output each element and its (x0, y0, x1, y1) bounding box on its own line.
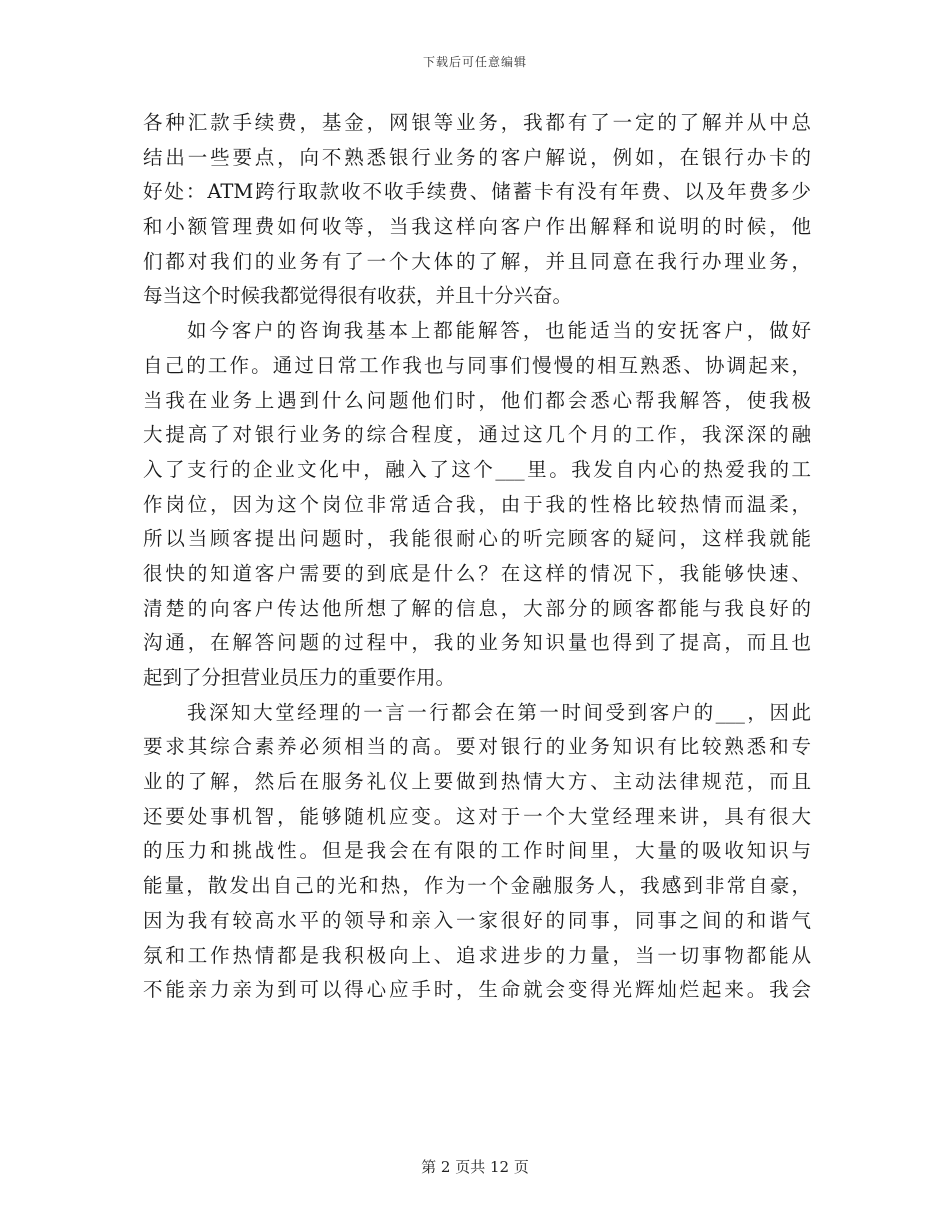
paragraph-2-line-5: 入了支行的企业文化中，融入了这个___里。我发自内心的热爱我的工 (143, 457, 811, 481)
paragraph-3-line-1: 我深知大堂经理的一言一行都会在第一时间受到客户的___，因此 (187, 700, 811, 724)
paragraph-3-line-3: 业的了解，然后在服务礼仪上要做到热情大方、主动法律规范，而且 (143, 770, 811, 794)
paragraph-2-line-7: 所以当顾客提出问题时，我能很耐心的听完顾客的疑问，这样我就能 (143, 527, 811, 551)
paragraph-1-line-3: 好处：ATM跨行取款收不收手续费、储蓄卡有没有年费、以及年费多少 (143, 180, 811, 204)
page-number-footer: 第 2 页共 12 页 (421, 1158, 529, 1176)
paragraph-2-line-4: 大提高了对银行业务的综合程度，通过这几个月的工作，我深深的融 (143, 423, 811, 447)
paragraph-3-line-4: 还要处事机智，能够随机应变。这对于一个大堂经理来讲，具有很大 (143, 804, 811, 828)
paragraph-1-line-2: 结出一些要点，向不熟悉银行业务的客户解说，例如，在银行办卡的 (143, 145, 811, 169)
paragraph-3-line-9: 不能亲力亲为到可以得心应手时，生命就会变得光辉灿烂起来。我会 (143, 978, 811, 1002)
paragraph-1-line-6: 每当这个时候我都觉得很有收获，并且十分兴奋。 (143, 284, 573, 308)
paragraph-1-line-5: 们都对我们的业务有了一个大体的了解，并且同意在我行办理业务， (143, 249, 811, 273)
paragraph-2-line-10: 沟通，在解答问题的过程中，我的业务知识量也得到了提高，而且也 (143, 631, 811, 655)
paragraph-2-line-11: 起到了分担营业员压力的重要作用。 (143, 666, 456, 689)
paragraph-3-line-2: 要求其综合素养必须相当的高。要对银行的业务知识有比较熟悉和专 (143, 735, 811, 759)
page-header: 下载后可任意编辑 (422, 55, 527, 69)
paragraph-3-line-5: 的压力和挑战性。但是我会在有限的工作时间里，大量的吸收知识与 (143, 839, 811, 863)
paragraph-3-line-8: 氛和工作热情都是我积极向上、追求进步的力量，当一切事物都能从 (143, 943, 811, 967)
paragraph-2-line-3: 当我在业务上遇到什么问题他们时，他们都会悉心帮我解答，使我极 (143, 388, 811, 412)
paragraph-1-line-1: 各种汇款手续费，基金，网银等业务，我都有了一定的了解并从中总 (143, 111, 811, 134)
paragraph-3-line-7: 因为我有较高水平的领导和亲入一家很好的同事，同事之间的和谐气 (143, 908, 811, 932)
paragraph-2-line-2: 自己的工作。通过日常工作我也与同事们慢慢的相互熟悉、协调起来， (143, 353, 811, 377)
paragraph-2-line-8: 很快的知道客户需要的到底是什么？在这样的情况下，我能够快速、 (143, 561, 811, 585)
document-body (143, 106, 811, 1008)
paragraph-2-line-9: 清楚的向客户传达他所想了解的信息，大部分的顾客都能与我良好的 (143, 596, 811, 620)
paragraph-1-line-4: 和小额管理费如何收等，当我这样向客户作出解释和说明的时候，他 (143, 215, 811, 239)
paragraph-3-line-6: 能量，散发出自己的光和热，作为一个金融服务人，我感到非常自豪， (143, 874, 811, 898)
paragraph-2-line-6: 作岗位，因为这个岗位非常适合我，由于我的性格比较热情而温柔， (143, 492, 811, 516)
paragraph-2-line-1: 如今客户的咨询我基本上都能解答，也能适当的安抚客户，做好 (187, 319, 811, 343)
